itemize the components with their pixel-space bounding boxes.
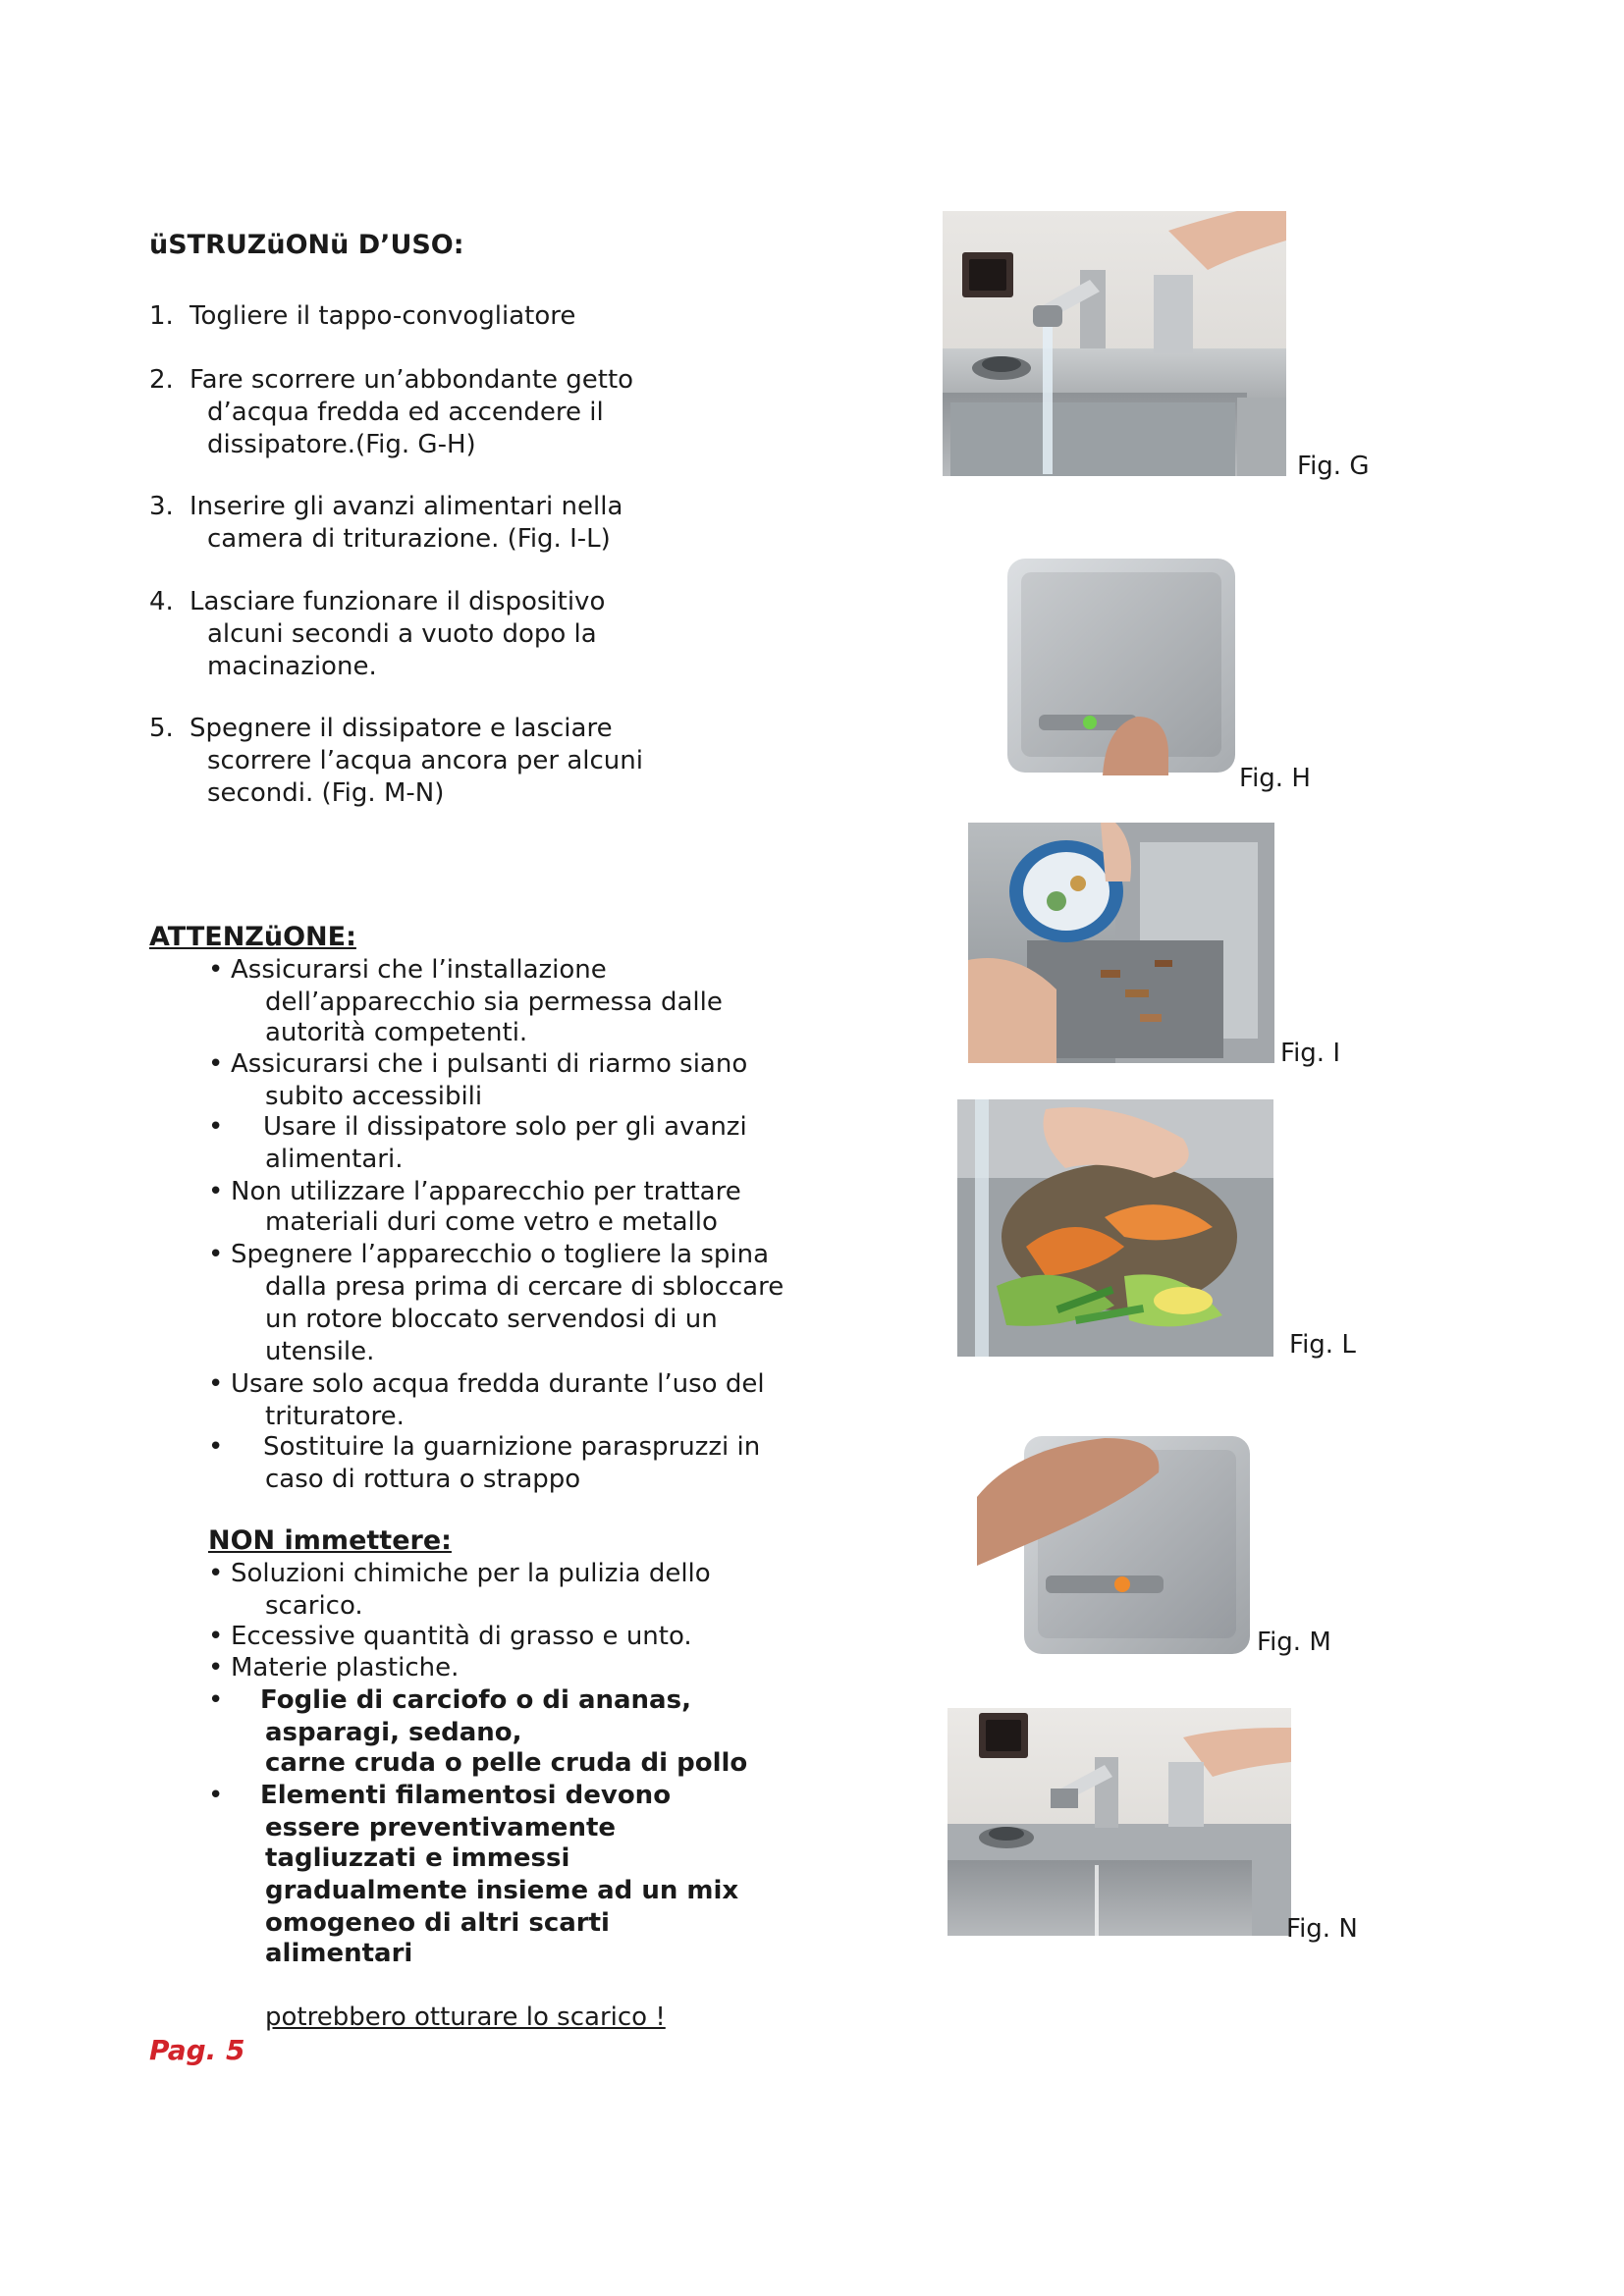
attention-bullet-4-line-1: Non utilizzare l’apparecchio per trattare [231, 1177, 741, 1206]
non-bullet-1-line-1: Soluzioni chimiche per la pulizia dello [231, 1559, 711, 1588]
attention-bullet-5-line-2: dalla presa prima di cercare di sbloccare [265, 1272, 785, 1302]
attention-bullet-7-line-1: Sostituire la guarnizione paraspruzzi in [263, 1432, 761, 1462]
fig-n-photo [947, 1708, 1291, 1936]
non-immettere-heading: NON immettere: [208, 1525, 452, 1556]
fig-i-label: Fig. I [1280, 1039, 1340, 1068]
step-5-line-3: secondi. (Fig. M-N) [207, 778, 445, 808]
attention-bullet-3-line-2: alimentari. [265, 1145, 404, 1174]
non-bullet-5-line-4: gradualmente insieme ad un mix [265, 1876, 739, 1905]
non-bullet-4-line-3: carne cruda o pelle cruda di pollo [265, 1748, 748, 1778]
fig-g-label: Fig. G [1297, 452, 1370, 481]
attention-bullet-1-mark: • [208, 955, 224, 985]
step-2-line-1: Fare scorrere un’abbondante getto [189, 365, 634, 395]
attention-bullet-7-mark: • [208, 1432, 224, 1462]
step-1-line-1: Togliere il tappo-convogliatore [189, 301, 576, 331]
attention-bullet-3-mark: • [208, 1112, 224, 1142]
step-1-number: 1. [149, 301, 174, 331]
attention-bullet-3-line-1: Usare il dissipatore solo per gli avanzi [263, 1112, 747, 1142]
non-bullet-4-line-2: asparagi, sedano, [265, 1718, 522, 1747]
attention-bullet-1-line-1: Assicurarsi che l’installazione [231, 955, 607, 985]
step-4-line-2: alcuni secondi a vuoto dopo la [207, 619, 597, 649]
non-bullet-2-mark: • [208, 1622, 224, 1651]
attention-bullet-2-mark: • [208, 1049, 224, 1079]
fig-g-photo [943, 211, 1286, 476]
non-bullet-5-line-1: Elementi filamentosi devono [260, 1781, 672, 1810]
fig-m-photo [977, 1428, 1254, 1659]
attention-bullet-5-mark: • [208, 1240, 224, 1269]
attention-bullet-1-line-3: autorità competenti. [265, 1018, 528, 1047]
step-5-line-1: Spegnere il dissipatore e lasciare [189, 714, 613, 743]
non-bullet-3-mark: • [208, 1653, 224, 1682]
step-2-line-3: dissipatore.(Fig. G-H) [207, 430, 476, 459]
non-bullet-5-line-3: tagliuzzati e immessi [265, 1843, 570, 1873]
fig-h-label: Fig. H [1239, 764, 1311, 793]
attention-bullet-5-line-4: utensile. [265, 1337, 375, 1366]
non-bullet-5-line-2: essere preventivamente [265, 1813, 617, 1842]
non-bullet-4-mark: • [208, 1685, 224, 1715]
non-bullet-5-line-5: omogeneo di altri scarti [265, 1908, 610, 1938]
non-bullet-1-line-2: scarico. [265, 1591, 363, 1621]
attention-bullet-2-line-1: Assicurarsi che i pulsanti di riarmo siano [231, 1049, 748, 1079]
step-3-line-2: camera di triturazione. (Fig. I-L) [207, 524, 611, 554]
step-5-number: 5. [149, 714, 174, 743]
fig-i-photo [968, 823, 1274, 1063]
attention-bullet-7-line-2: caso di rottura o strappo [265, 1465, 581, 1494]
attention-bullet-5-line-1: Spegnere l’apparecchio o togliere la spina [231, 1240, 770, 1269]
attention-bullet-6-line-1: Usare solo acqua fredda durante l’uso del [231, 1369, 765, 1399]
attention-bullet-4-mark: • [208, 1177, 224, 1206]
fig-h-photo [1000, 555, 1240, 775]
page-title: üSTRUZüONü D’USO: [149, 230, 464, 260]
non-bullet-4-line-1: Foglie di carciofo o di ananas, [260, 1685, 691, 1715]
step-5-line-2: scorrere l’acqua ancora per alcuni [207, 746, 643, 775]
step-4-line-1: Lasciare funzionare il dispositivo [189, 587, 606, 616]
non-bullet-5-line-6: alimentari [265, 1939, 413, 1968]
step-2-line-2: d’acqua fredda ed accendere il [207, 398, 604, 427]
warning-footer: potrebbero otturare lo scarico ! [265, 2002, 666, 2032]
fig-l-photo [957, 1099, 1273, 1357]
fig-m-label: Fig. M [1257, 1628, 1331, 1657]
attention-bullet-5-line-3: un rotore bloccato servendosi di un [265, 1305, 718, 1334]
fig-n-label: Fig. N [1286, 1914, 1358, 1944]
attention-bullet-1-line-2: dell’apparecchio sia permessa dalle [265, 988, 723, 1017]
step-2-number: 2. [149, 365, 174, 395]
attention-bullet-2-line-2: subito accessibili [265, 1082, 483, 1111]
page-number: Pag. 5 [149, 2034, 245, 2066]
non-bullet-1-mark: • [208, 1559, 224, 1588]
non-bullet-5-mark: • [208, 1781, 224, 1810]
attention-heading: ATTENZüONE: [149, 922, 356, 952]
non-bullet-3-line-1: Materie plastiche. [231, 1653, 460, 1682]
attention-bullet-4-line-2: materiali duri come vetro e metallo [265, 1207, 718, 1237]
step-4-number: 4. [149, 587, 174, 616]
step-3-number: 3. [149, 492, 174, 521]
step-4-line-3: macinazione. [207, 652, 377, 681]
non-bullet-2-line-1: Eccessive quantità di grasso e unto. [231, 1622, 692, 1651]
attention-bullet-6-line-2: trituratore. [265, 1402, 405, 1431]
step-3-line-1: Inserire gli avanzi alimentari nella [189, 492, 623, 521]
attention-bullet-6-mark: • [208, 1369, 224, 1399]
fig-l-label: Fig. L [1289, 1330, 1356, 1360]
